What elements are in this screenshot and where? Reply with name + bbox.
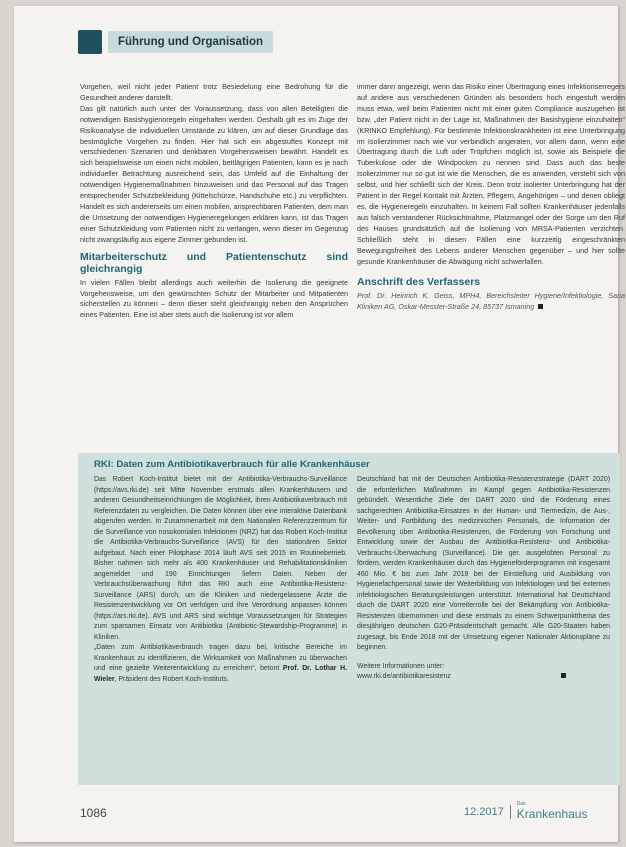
left-para-2: Das gilt natürlich auch unter der Voraussetzung, dass von allen Beteiligten die notwendigen Basishygienoregeln eingehalten werden. Deshalb gilt es im Zuge der Risikoanalyse die individuellen Umstände zu klären, um auf dieser Grundlage das bestmögliche Vorgehen zu finden. Hier hat sich ein abgestuftes Konzept mit verschiedenen Szenarien und denkbaren Vorgehensweisen bewährt. Handelt es sich beispielsweise um einen nicht mobilen, bettlägrigen Patienten, kann es je nach individueller Betrachtung ausreichend sein, das Umfeld auf die Einhaltung der notwendigen Hygienemaßnahmen hinzuweisen und das Personal auf das Tragen entsprechender Schutzbekleidung (Kittelschürze, Handschuhe etc.) zu verpflichten. Handelt es sich andererseits um einen mobilen, ansprechbaren Patienten, dem man die Umsetzung der notwendigen Hygieneregelungen erklären kann, ist das Tragen einer Schutzkleidung vom Patienten nicht zu verlangen, wenn dieser im Gegenzug nicht zwangsläufig aus eigene Zimmer gebunden ist. xyxy=(80,103,348,244)
issue-date: 12.2017 xyxy=(464,805,504,818)
magazine-logo xyxy=(517,802,588,821)
end-mark-icon xyxy=(538,304,543,309)
left-para-3: In vielen Fällen bleibt allerdings auch weiterhin die Isolierung die geeignete Vorgehensweise, um den gewünschten Schutz der Mitarbeiter und Mitpatienten sicherstellen zu können – denn dieser steht gleichrangig neben den Ansprüchen eines Patienten. Eine ist aber stets auch die Isolierung ist vor allem xyxy=(80,277,348,320)
box-right-para-1: Deutschland hat mit der Deutschen Antibiotika-Resistenzstrategie (DART 2020) die erforderlichen Maßnahmen im Kampf gegen Antibiotika-Resistenzen gebündelt. Wesentliche Ziele der DART 2020 sind die Förderung eines sachgerechten Antibiotika-Einsatzes in der Human- und Tiermedizin, die Aus-, Weiter- und Fortbildung des medizinischen Personals, die Information der Bevölkerung über Antibiotika-Resistenzen, die Förderung von Forschung und Entwicklung sowie der Ausbau der Antibiotika-Resistenz- und Antibiotika-Verbrauchs-Überwachung (Surveillance). Die ger. ausgelobten Personal zu fördern, werden Krankenhäuser durch das Hygieneförderprogramm mit insgesamt 460 Mio. € bis zum Jahr 2019 bei der Einstellung und Ausbildung von Hygienefachpersonal sowie der Weiterbildung von Infektiologen und bei externen infektiologischen Beratungsleistungen unterstützt. International hat Deutschland durch die DART 2020 eine Vorreiterrolle bei der Bekämpfung von Antibiotika-Resistenzen übernommen und diese erstmals zu einem Schwerpunktthema des diesjährigen deutschen G20-Präsidentschaft gemacht. Alle G20-Staaten haben zugesagt, bis Ende 2018 mit der Umsetzung eigener Nationaler Aktionspläne zu beginnen. xyxy=(357,476,610,651)
page xyxy=(14,6,625,842)
author-address xyxy=(357,291,625,313)
box-end-mark-icon xyxy=(561,673,566,678)
box-left-para-1: Das Robert Koch-Institut bietet mit der Antibiotika-Verbrauchs-Surveillance (https://avs.rki.de) seit Mitte November erstmals allen Krankenhäusern und anderen Gesundheitseinrichtungen die Möglichkeit, ihren Antibiotikaverbrauch mit Referenzdaten zu vergleichen. Die Daten können über eine interaktive Datenbank abgerufen werden. In Zusammenarbeit mit dem Nationalen Referenzzentrum für die Surveillance von nosokomialen Infektionen (NRZ) hat das Robert Koch-Institut die Antibiotika-Verbrauchs-Surveillance (AVS) für den stationären Sektor aufgebaut. Nach einer Pilotphase 2014 läuft AVS seit 2015 im Routinebetrieb. Bisher nahmen sich mehr als 400 Krankenhäuser und Rehabilitationskliniken angemeldet und 190 Einrichtungen liefern Daten. Neben der Verbrauchsüberwachung führt das RKI auch eine Antibiotika-Resistenz-Surveillance (ARS) durch, um die Kliniken und niedergelassene Ärzte die Resistenzentwicklung vor Ort verfolgen und ihre Verordnung anpassen können (https://ars.rki.de). AVS und ARS sind wichtige Voraussetzungen für Strategien zum sparsamen Einsatz von Antibiotika (Antibiotic-Stewardship-Programme) in Kliniken. xyxy=(94,476,347,641)
magazine-logo-small: Das xyxy=(516,801,526,807)
box-left-column xyxy=(94,475,347,685)
author-address-text: Prof. Dr. Heinrich K. Geiss, MPH4, Bereichsleiter Hygiene/Infektiologie, Sana Kliniken AG, Oskar-Messter-Straße 24, 85737 Ismaning xyxy=(357,291,625,312)
magazine-logo-name: Krankenhaus xyxy=(516,807,588,821)
right-para-1: immer dann angezeigt, wenn das Risiko einer Übertragung eines Infektionserregers auf andere aus verschiedenen Gründen als besonders hoch eingestuft werden muss etwa, weil beim Patienten nicht mit einer guten Compliance auszugehen ist bzw. „der Patient nicht in der Lage ist, Maßnahmen der Basishygiene einzuhalten“ (KRINKO Empfehlung). Für bestimmte Infektionskrankheiten ist eine Unterbringung im Isolierzimmer nach wie vor verbindlich angeraten, vor allem dann, wenn eine Übertragung durch die Luft oder Tröpfchen möglich ist, sowie als Beispiele die Tuberkulose oder die Windpocken zu nennen sind. Dass auch das beste Isolierzimmer nur so gut ist wie die Menschen, die es anwenden, versteht sich von selbst, und hier schließt sich der Kreis. Denn trotz isolierter Unterbringung hat der Patient in der Regel Kontakt mit Ärzten, Pflegern, Angehörigen – und denen obliegt es, die Hygieneregeln einzuhalten. In keinem Fall sollten Krankenhäuser jedenfalls aus falsch verstandener Rücksichtnahme, Platzmangel oder der Sorge um den Ruf des Hauses grundsätzlich auf die Isolierung von MRSA-Patienten verzichten. Schließlich steht in diesen Fällen eine kurzzeitig eingeschränkten Bewegungsfreiheit des Lebens anderer Menschen gegenüber – und hier sollte gesunde Krankenhäuser die Abwägung nicht schwerfallen. xyxy=(357,82,625,266)
footer-issue xyxy=(464,802,587,821)
section-title: Führung und Organisation xyxy=(108,31,273,53)
left-para-1: Vorgehen, weil nicht jeder Patient trotz Besiedelung eine Bedrohung für die Gesundheit anderer darstellt. xyxy=(80,82,348,102)
quote-text: „Daten zum Antibiotikaverbrauch tragen dazu bei, kritische Bereiche im Krankenhaus zu identifizieren, die Wirksamkeit von Maßnahmen zu überwachen und eine gezielte Weiterentwicklung zu erreichen“, betont xyxy=(94,644,347,672)
page-number: 1086 xyxy=(80,806,107,820)
more-info-label: Weitere Informationen unter: xyxy=(357,662,445,670)
more-info xyxy=(357,662,610,683)
right-column xyxy=(357,82,625,313)
footer-divider xyxy=(510,805,511,819)
left-column xyxy=(80,82,348,321)
info-box-title: RKI: Daten zum Antibiotikaverbrauch für alle Krankenhäuser xyxy=(94,459,370,470)
info-box xyxy=(78,453,620,785)
subheading: Mitarbeiterschutz und Patientenschutz sind gleichrangig xyxy=(80,250,348,275)
box-left-quote xyxy=(94,643,347,685)
quote-person: Prof. Dr. Lothar H. Wieler xyxy=(94,665,347,683)
section-marker xyxy=(78,30,102,54)
more-info-url[interactable]: www.rki.de/antibiotikaresistenz xyxy=(357,673,451,680)
box-right-column xyxy=(357,475,610,683)
section-header xyxy=(78,28,306,56)
quote-role: , Präsident des Robert Koch-Instituts. xyxy=(114,675,229,683)
author-heading: Anschrift des Verfassers xyxy=(357,276,481,289)
